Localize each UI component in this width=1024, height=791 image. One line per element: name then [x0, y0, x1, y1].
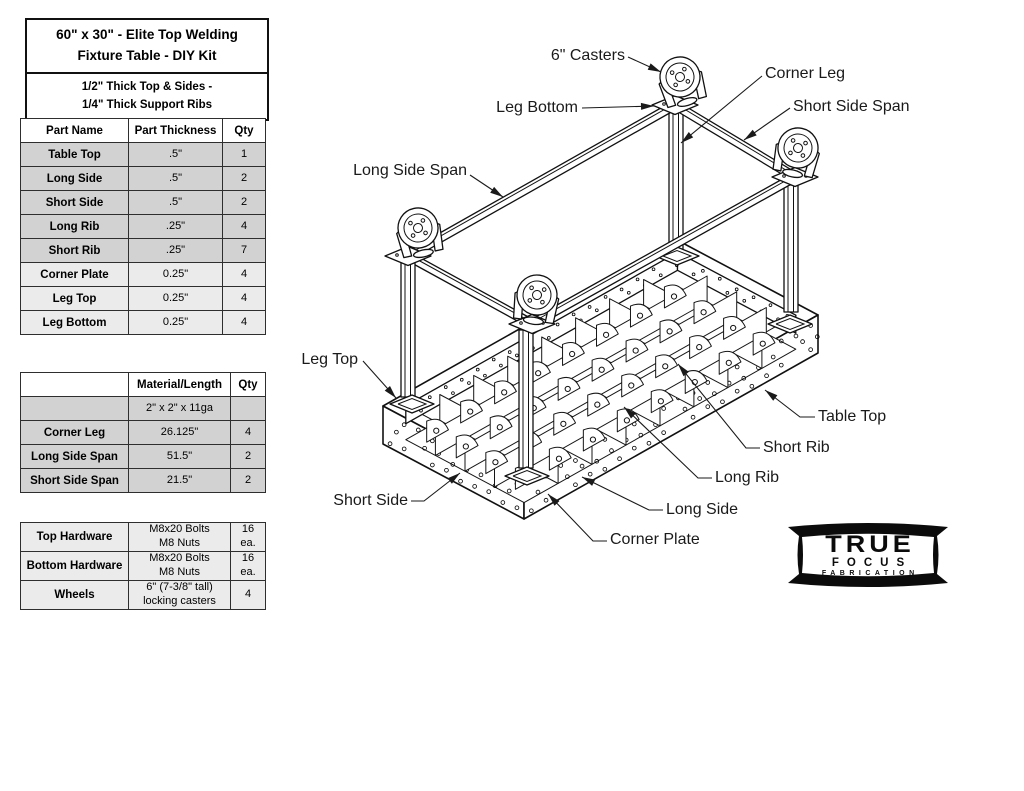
cell-qty: 1 [223, 143, 266, 167]
cell-material: 26.125" [129, 421, 231, 445]
cell-thickness: .5" [129, 191, 223, 215]
label-leg-bottom: Leg Bottom [496, 99, 578, 116]
hardware-line1: M8x20 Bolts [149, 523, 210, 536]
cell-qty: 2 [223, 191, 266, 215]
table-row [21, 311, 266, 335]
hardware-line2: M8 Nuts [159, 566, 200, 578]
col-header: Qty [223, 119, 266, 143]
cell-material: 2" x 2" x 11ga [129, 397, 231, 421]
cell-part-name: Long Rib [21, 215, 129, 239]
cell-part-name: Corner Plate [21, 263, 129, 287]
label-corner-plate: Corner Plate [610, 531, 700, 548]
parts-table [20, 118, 266, 335]
cell-part-name: Short Rib [21, 239, 129, 263]
label-long-rib: Long Rib [715, 469, 780, 486]
title-line2: Fixture Table - DIY Kit [77, 47, 217, 63]
table-row [21, 469, 266, 493]
cell-part-name: Table Top [21, 143, 129, 167]
subtitle-line2: 1/4" Thick Support Ribs [81, 99, 213, 112]
cell-qty: 2 [231, 469, 266, 493]
label-table-top: Table Top [818, 408, 887, 425]
cell-thickness: .25" [129, 215, 223, 239]
table-row [21, 191, 266, 215]
hardware-table [20, 522, 266, 610]
label-long-side: Long Side [666, 501, 739, 518]
cell-thickness: .5" [129, 143, 223, 167]
cell-qty: 7 [223, 239, 266, 263]
table-row [21, 263, 266, 287]
label-corner-leg: Corner Leg [765, 65, 846, 82]
title-line1: 60" x 30" - Elite Top Welding [56, 27, 238, 42]
cell-part-name: Wheels [21, 581, 129, 610]
cell-qty: 4 [223, 215, 266, 239]
table-row [21, 421, 266, 445]
cell-material: 21.5" [129, 469, 231, 493]
cell-qty: 4 [231, 421, 266, 445]
materials-table [20, 372, 266, 493]
logo-line1: TRUE [825, 530, 915, 558]
label-casters: 6" Casters [550, 47, 625, 64]
hardware-line2: locking casters [143, 595, 216, 607]
cell-hardware [129, 523, 231, 552]
label-short-rib: Short Rib [763, 439, 830, 456]
subtitle-line1: 1/2" Thick Top & Sides - [81, 80, 213, 93]
cell-thickness: 0.25" [129, 263, 223, 287]
table-header-row [21, 373, 266, 397]
col-header: Qty [231, 373, 266, 397]
cell-part-name: Top Hardware [21, 523, 129, 552]
table-row [21, 552, 266, 581]
cell-thickness: .25" [129, 239, 223, 263]
cell-qty: 2 [231, 445, 266, 469]
cell-part-name: Short Side [21, 191, 129, 215]
col-header: Material/Length [129, 373, 231, 397]
title-block [25, 18, 269, 121]
table-row [21, 523, 266, 552]
table-row [21, 239, 266, 263]
table-row [21, 397, 266, 421]
cell-qty: 2 [223, 167, 266, 191]
logo-line3: FABRICATION [821, 570, 919, 577]
table-row [21, 215, 266, 239]
table-row [21, 445, 266, 469]
table-row [21, 581, 266, 610]
hardware-line1: M8x20 Bolts [149, 552, 210, 565]
cell-part-name [21, 397, 129, 421]
cell-part-name: Short Side Span [21, 469, 129, 493]
sheet-title [27, 20, 267, 72]
table-row [21, 167, 266, 191]
col-header: Part Name [21, 119, 129, 143]
cell-qty: 16 ea. [231, 552, 266, 581]
sheet-subtitle [27, 72, 267, 119]
cell-qty: 4 [223, 287, 266, 311]
cell-part-name: Long Side Span [21, 445, 129, 469]
label-leg-top: Leg Top [301, 351, 358, 368]
cell-thickness: 0.25" [129, 311, 223, 335]
cell-part-name: Corner Leg [21, 421, 129, 445]
true-focus-logo [787, 520, 949, 590]
cell-part-name: Leg Top [21, 287, 129, 311]
label-short-side: Short Side [333, 492, 408, 509]
table-row [21, 143, 266, 167]
label-long-side-span: Long Side Span [353, 162, 467, 179]
col-header [21, 373, 129, 397]
cell-qty: 4 [223, 263, 266, 287]
cell-part-name: Long Side [21, 167, 129, 191]
label-short-side-span: Short Side Span [793, 98, 910, 115]
cell-part-name: Bottom Hardware [21, 552, 129, 581]
cell-qty: 4 [231, 581, 266, 610]
cell-hardware [129, 552, 231, 581]
cell-qty: 16 ea. [231, 523, 266, 552]
hardware-line2: M8 Nuts [159, 537, 200, 549]
cell-qty [231, 397, 266, 421]
cell-material: 51.5" [129, 445, 231, 469]
cell-part-name: Leg Bottom [21, 311, 129, 335]
hardware-line1: 6" (7-3/8" tall) [146, 581, 213, 594]
col-header: Part Thickness [129, 119, 223, 143]
logo-line2: FOCUS [831, 557, 913, 569]
cell-qty: 4 [223, 311, 266, 335]
table-header-row [21, 119, 266, 143]
cell-thickness: .5" [129, 167, 223, 191]
table-row [21, 287, 266, 311]
cell-hardware [129, 581, 231, 610]
cell-thickness: 0.25" [129, 287, 223, 311]
